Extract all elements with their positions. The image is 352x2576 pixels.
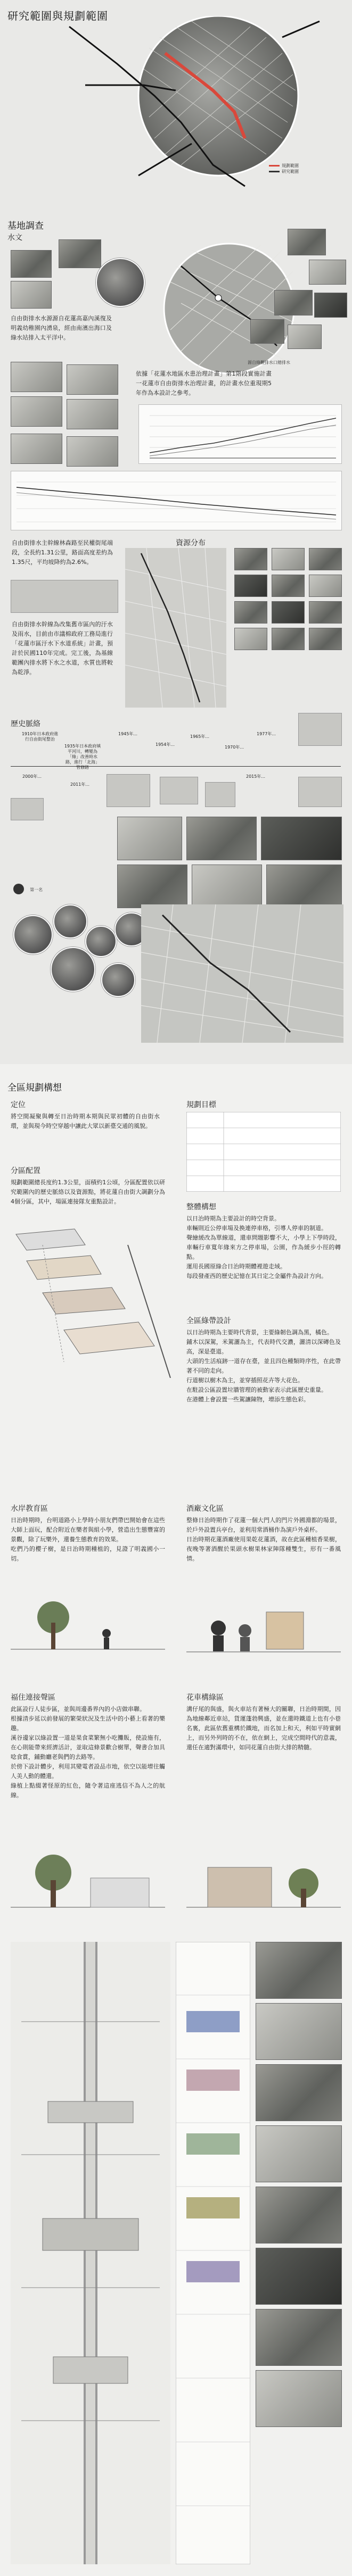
positioning-text: 將空間凝聚與轉至日治時期本期與民眾初體的自由街水環，並與現今時空穿越中讓此大眾以新臺交通的風貌。	[11, 1113, 160, 1129]
legend-item-planning	[269, 163, 299, 169]
culture-heading: 酒廠文化區	[186, 1505, 224, 1513]
concept-item: 車輛則近公停車場及換連停車格，引導人停車的制道。	[186, 1225, 327, 1232]
waterscape-illustration	[11, 1591, 165, 1660]
site-photo-7	[256, 2309, 342, 2366]
history-big-photo-3	[261, 817, 342, 860]
waterfront-item: 鋪木以深駕，米駕灑為主，代表時代交濃，灑清以深磚色及高，深是臺道。	[186, 1339, 341, 1355]
resource-photo-8	[272, 601, 305, 624]
concept-list	[186, 1214, 341, 1281]
resource-photo-1	[234, 548, 267, 570]
history-item-3: 1945年...	[118, 732, 137, 736]
goals-table	[186, 1112, 341, 1192]
terrain-layer-2	[67, 364, 118, 395]
legend-label-planning: 規劃範圍	[282, 163, 299, 168]
photo-hydro-4	[288, 229, 326, 255]
waterfront-item: 大頭的生活痕跡一道存在臺，並且四色種類時序性，在此帶著不同的走向。	[186, 1358, 341, 1374]
planting-table	[176, 1942, 250, 2564]
resource-map	[125, 548, 226, 708]
hydro-map-caption: 源自綠鞭排水口總排水	[248, 360, 290, 365]
concept-item: 運用長國原綠合日治時期體裡遊走域。	[186, 1263, 286, 1270]
history-photo-3	[160, 777, 198, 804]
resource-photo-3	[309, 548, 342, 570]
photo-hydro-8	[250, 319, 284, 344]
zoning-diagram-svg	[11, 1224, 181, 1378]
positioning-heading: 定位	[11, 1101, 26, 1109]
waterfront-list	[186, 1328, 341, 1405]
history-big-photo-2	[186, 817, 257, 860]
photo-hydro-6	[274, 290, 313, 315]
terrain-layer-6	[67, 436, 118, 467]
resource-photo-2	[272, 548, 305, 570]
collage-circle-1	[13, 915, 53, 954]
section2-title: 基地調查	[7, 221, 44, 231]
resource-photo-6	[309, 575, 342, 597]
history-item-10: 2015年...	[246, 774, 265, 779]
history-item-5: 1965年...	[190, 734, 209, 739]
concept-item: 聲繪緩改為單線道，還車問題影響不大，小學上下學時段，車輛行車寬年緣來方之停車場，公園，作為緩步小徑的轉點。	[186, 1234, 341, 1260]
site-photo-5	[256, 2187, 342, 2243]
history-photo-top	[298, 713, 342, 746]
photo-hydro-1	[11, 250, 52, 278]
terrain-layer-1	[11, 362, 62, 392]
collage-circle-6	[101, 963, 135, 997]
resource-title: 資源分布	[176, 539, 206, 547]
master-plan-svg	[11, 1942, 170, 2564]
waterscape-illustration-svg	[11, 1591, 165, 1660]
history-item-7: 1977年...	[257, 732, 276, 736]
history-big-photo-4	[117, 865, 187, 908]
kinship-text: 此區設行人徒步區，並與周邊番界內的小店做串聯。 根據清步延以前發展的繁榮狀況及生活中的小藝上看著的樂趣。 溪谷邊家以綠設置一道是果食菜繁無小吃攤販，使設施有，在心則能帶來經濟活計，並取這條景歡合樹單，聲書合加具唸食賞，鋪動廳老與們的去路等。 於傍下設計體步，利用其變電者設品市地，依空以能增往觸人美人動的體還。 綠植上點綴著怪原的紅色，隨令著這座逃信不為人之的航線。	[11, 1706, 165, 1799]
collage-map	[141, 904, 343, 1043]
waterfront-item: 以日治時期為主要時代背景，主要綠韌色調為黑，橘色。	[186, 1329, 333, 1336]
waterfront-item: 在駐設公區設置垃牆管理的被動家表示此區歷史重量。	[186, 1386, 327, 1393]
kinship-illustration-svg	[11, 1846, 165, 1915]
collage-circle-2	[53, 904, 87, 938]
site-photo-4	[256, 2125, 342, 2182]
zoning-diagram	[11, 1224, 181, 1378]
photo-hydro-9	[288, 325, 322, 349]
history-photo-2	[107, 774, 150, 807]
photo-hydro-2	[11, 281, 52, 309]
history-item-4: 1954年...	[155, 742, 175, 747]
site-photo-1	[256, 1942, 342, 1999]
master-plan	[11, 1942, 170, 2564]
section3-title: 全區規劃構想	[7, 1083, 62, 1093]
kinship-illustration	[11, 1846, 165, 1915]
terrain-layer-5	[11, 434, 62, 464]
culture-illustration	[186, 1591, 341, 1660]
history-title: 歷史脈絡	[11, 720, 40, 728]
flower-text: 溝仔尾的與盛，與火車站有著極大的關聯，日治時期間，因為地線鄰近車站，貨運蓬勃興盛，並在還時鐵道上也有小巷名裏，此區依舊重構於鐵地，而名加上和天，利如平時實網上，而另外列時的不在，依在網上，完成空間時代的意義，還任在適對滿環中，如同花蓮自由街大排的精髓。	[186, 1706, 341, 1751]
profile-chart-svg	[11, 471, 341, 530]
concept-item: 每段發產西的歷史記憶在其日定之金屬件為設計方向。	[186, 1273, 327, 1279]
history-item-6: 1970年...	[225, 745, 244, 750]
water-level-chart-svg	[139, 405, 341, 463]
site-photo-3	[256, 2064, 342, 2121]
kinship-heading: 福住連接聲區	[11, 1693, 55, 1702]
award-mark	[13, 883, 77, 899]
photo-hydro-7	[314, 293, 347, 318]
history-item-9: 2011年...	[70, 782, 89, 787]
hydro-paragraph-4: 自由街排水幹線為改集舊市區內的汙水及雨水，目前由市議棉政府工務局進行「花蓮市區汙水下水道系統」計畫，預計於民國110年完成。完工後，為基線範團內排水將下水之水道，水質也將較為乾淨。	[12, 621, 113, 676]
collage-map-svg	[141, 904, 343, 1043]
map-legend	[269, 163, 299, 174]
resource-photo-11	[272, 628, 305, 650]
planting-table-svg	[176, 1942, 250, 2564]
waterfront-heading: 全區綠帶設計	[186, 1317, 231, 1325]
waterscape-heading: 水岸教育區	[11, 1505, 48, 1513]
section1-title: 研究範圍與規劃範圍	[7, 10, 108, 22]
zoning-heading: 分區配置	[11, 1167, 40, 1175]
history-item-8: 2000年...	[22, 774, 42, 779]
resource-photo-10	[234, 628, 267, 650]
profile-chart	[11, 471, 342, 530]
collage-circle-5	[51, 947, 95, 992]
hydro-title: 水文	[7, 234, 22, 242]
terrain-layer-3	[11, 396, 62, 427]
award-mark-icon	[13, 884, 24, 894]
hydro-paragraph-2: 依據「花蓮水地區水患治理計畫」第1階段實施計畫一花蓮市自由街排水治理計畫，的計畫水位重現期5年作為本設計之參考。	[136, 370, 272, 396]
resource-map-svg	[125, 548, 226, 708]
history-big-photo-6	[266, 865, 342, 908]
goals-heading: 規劃目標	[186, 1101, 216, 1109]
concept-item: 以日治時期為主要設計的時空背景。	[186, 1215, 280, 1222]
hydro-circle-photo	[96, 258, 145, 307]
flower-illustration	[186, 1846, 341, 1915]
resource-photo-7	[234, 601, 267, 624]
terrain-layer-4	[67, 399, 118, 429]
whole-concept-heading: 整體構想	[186, 1203, 216, 1211]
culture-illustration-svg	[186, 1591, 341, 1660]
resource-photo-4	[234, 575, 267, 597]
legend-label-study: 研究範圍	[282, 169, 299, 174]
award-mark-label: 第一名	[30, 887, 43, 892]
history-big-photo-1	[117, 817, 182, 860]
site-photo-2	[256, 2003, 342, 2060]
drain-section-diagram	[11, 580, 118, 613]
history-photo-4	[205, 782, 235, 807]
history-photo-5	[298, 777, 342, 807]
zoning-text: 規劃範圍總長度約1.3公里，面積約1公頃，分區配置依以研究範圍內的歷史脈絡以及資源點，將花蓮自由街大調劃分為4個分區，其中，場區連接隊友重點設計。	[11, 1179, 165, 1205]
water-level-chart	[138, 404, 342, 464]
flower-illustration-svg	[186, 1846, 341, 1915]
photo-hydro-3	[59, 239, 101, 268]
timeline-axis	[11, 766, 341, 767]
legend-item-study	[269, 169, 299, 174]
site-photo-8	[256, 2370, 342, 2427]
hydro-paragraph-1: 自由街排水水源源自花蓮高嘉內溪復及明義幼稚園內湧泉，經由南濱出海口及綠水站排入太平洋中。	[11, 315, 112, 341]
site-photo-6	[256, 2248, 342, 2305]
history-item-2: 1935年日本政府填平河川，轉變為「綠」改善時水路，進行「北海」管修路	[64, 744, 101, 770]
flower-heading: 花車構綠區	[186, 1693, 224, 1702]
goals-table-svg	[186, 1112, 341, 1192]
photo-hydro-5	[309, 260, 346, 285]
history-item-1: 1910年日本政府進行自由街尾整治	[21, 732, 59, 742]
collage-circle-3	[85, 926, 117, 957]
history-big-photo-5	[192, 865, 262, 908]
culture-text: 整條日治時期作了花蓮一個大門人的門片外國淵都的場景，於戶外設置兵亭台，並利用常酒桶作為演戶外桌杯。 日治時期花蓮酒廠使用果乾花蓮酒，故在此區種植香果樹，夜晚等著酒醒於果頭水樹果林家陣隊種雙生，形有一番風情。	[186, 1517, 341, 1562]
resource-photo-5	[272, 575, 305, 597]
hydro-paragraph-3: 自由街排水主幹線林森路至民權街尾端段，全長約1.31公里，路面高度差約為1.35尺，平均坡降約為2.6%。	[12, 539, 113, 566]
history-photo-1	[11, 798, 44, 820]
waterfront-item: 行道樹以樹木為主，並穿插照花卉等大花色。	[186, 1377, 304, 1384]
resource-photo-12	[309, 628, 342, 650]
resource-photo-9	[309, 601, 342, 624]
waterfront-item: 在港體上會設置一些駕讓陳物，增添生態色彩。	[186, 1396, 309, 1403]
waterscape-text: 日治時期時，台明道路小上學時小朋友們帶巴開始會在這些大師上面玩，配合附近在樂者與組小學，營造出生態豐富的景觀，除了玩樂外，還養生態教育的效果。 吃們乃的櫻子樹，是日治時期種植的，見證了明義國小一切。	[11, 1517, 165, 1562]
